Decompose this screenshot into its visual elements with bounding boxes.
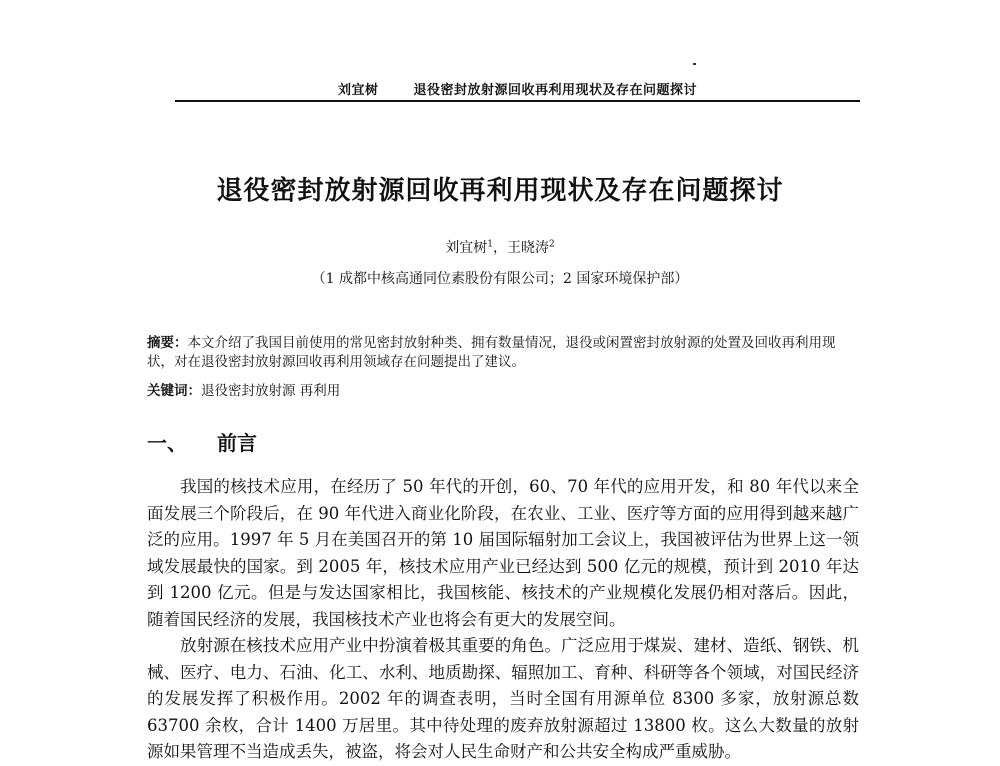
author-name: 王晓涛 xyxy=(507,240,549,256)
body-paragraph: 我国的核技术应用，在经历了 50 年代的开创，60、70 年代的应用开发，和 80 年代以来全面发展三个阶段后，在 90 年代进入商业化阶段，在农业、工业、医疗等方面的应用得到越来越广泛的应用。1997 年 5 月在美国召开的第 10 届国际辐射加工会议上，我国被评估为世界上这一领域发展最快的国家。到 2005 年，核技术应用产业已经达到 500 亿元的规模，预计到 2010 年达到 1200 亿元。但是与发达国家相比，我国核能、核技术的产业规模化发展仍相对落后。因此，随着国民经济的发展，我国核技术产业也将会有更大的发展空间。 xyxy=(147,477,859,629)
abstract-text: 本文介绍了我国目前使用的常见密封放射种类、拥有数量情况，退役或闲置密封放射源的处置及回收再利用现状，对在退役密封放射源回收再利用领域存在问题提出了建议。 xyxy=(147,335,836,370)
author-affiliation-mark: 2 xyxy=(549,239,555,250)
author-line xyxy=(100,237,900,257)
author-affiliation-mark: 1 xyxy=(487,239,493,250)
body-text xyxy=(147,474,859,766)
keywords xyxy=(147,382,859,401)
section-heading xyxy=(147,427,257,456)
running-header-author: 刘宜树 xyxy=(337,83,379,98)
keywords-label: 关键词： xyxy=(147,383,201,399)
keywords-text: 退役密封放射源 再利用 xyxy=(201,383,341,399)
header-rule xyxy=(175,100,860,102)
scan-speck xyxy=(693,63,696,65)
abstract xyxy=(147,334,859,372)
author-name: 刘宜树 xyxy=(445,240,488,256)
affiliation-line: （1 成都中核高通同位素股份有限公司；2 国家环境保护部） xyxy=(311,271,689,287)
author-separator: ， xyxy=(493,240,507,256)
section-title: 前言 xyxy=(217,431,257,455)
abstract-label: 摘要： xyxy=(147,335,188,351)
section-number: 一、 xyxy=(147,431,187,455)
running-header xyxy=(175,79,860,99)
body-paragraph: 放射源在核技术应用产业中扮演着极其重要的角色。广泛应用于煤炭、建材、造纸、钢铁、机械、医疗、电力、石油、化工、水利、地质勘探、辐照加工、育种、科研等各个领域，对国民经济的发展发挥了积极作用。2002 年的调查表明，当时全国有用源单位 8300 多家，放射源总数 63700 余枚，合计 1400 万居里。其中待处理的废弃放射源超过 13800 枚。这么大数量的放射源如果管理不当造成丢失，被盗，将会对人民生命财产和公共安全构成严重威胁。 xyxy=(147,636,859,761)
running-header-title: 退役密封放射源回收再利用现状及存在问题探讨 xyxy=(413,83,698,98)
paper-title: 退役密封放射源回收再利用现状及存在问题探讨 xyxy=(216,176,784,206)
